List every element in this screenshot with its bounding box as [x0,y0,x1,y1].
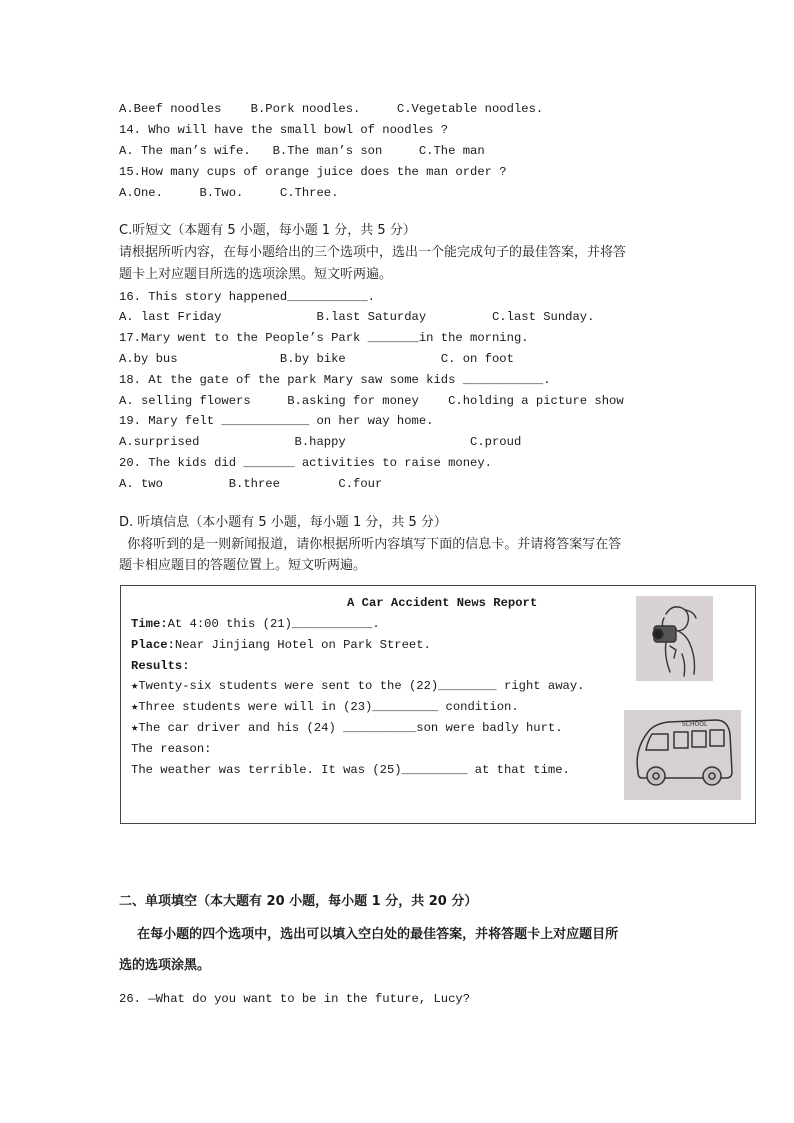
option-line: A.Beef noodles B.Pork noodles. C.Vegetable noodles. [119,102,544,116]
result-2: ★Three students were will in (23)_________ condition. [131,700,519,714]
question-16: 16. This story happened___________. [119,290,375,304]
photographer-icon [636,596,713,681]
report-place [131,637,431,653]
part-2-instruction-2: 选的选项涂黑。 [119,958,211,973]
question-15: 15.How many cups of orange juice does the man order ? [119,165,507,179]
reason-label: The reason: [131,742,212,756]
report-time [131,616,380,632]
question-18: 18. At the gate of the park Mary saw some kids ___________. [119,373,551,387]
place-label: Place: [131,638,175,652]
result-1: ★Twenty-six students were sent to the (22)________ right away. [131,679,585,693]
report-title: A Car Accident News Report [347,596,538,610]
options-19: A.surprised B.happy C.proud [119,435,522,449]
place-value: Near Jinjiang Hotel on Park Street. [174,638,431,652]
result-3: ★The car driver and his (24) __________son were badly hurt. [131,721,563,735]
options-20: A. two B.three C.four [119,477,383,491]
section-c-instruction-1: 请根据所听内容，在每小题给出的三个选项中，选出一个能完成句子的最佳答案，并将答 [119,245,627,260]
question-17: 17.Mary went to the People’s Park _______in the morning. [119,331,529,345]
section-c-instruction-2: 题卡上对应题目所选的选项涂黑。短文听两遍。 [119,267,393,282]
time-label: Time: [131,617,168,631]
section-d-heading: D. 听填信息（本小题有 5 小题，每小题 1 分，共 5 分） [119,515,447,530]
options-16: A. last Friday B.last Saturday C.last Sunday. [119,310,595,324]
options-18: A. selling flowers B.asking for money C.holding a picture show [119,394,624,408]
question-20: 20. The kids did _______ activities to raise money. [119,456,492,470]
options-15: A.One. B.Two. C.Three. [119,186,339,200]
question-26: 26. —What do you want to be in the future, Lucy? [119,992,471,1006]
section-d-instruction-1: 你将听到的是一则新闻报道，请你根据所听内容填写下面的信息卡。并请将答案写在答 [119,537,622,552]
section-c-heading: C.听短文（本题有 5 小题，每小题 1 分，共 5 分） [119,223,416,238]
part-2-heading: 二、单项填空（本大题有 20 小题，每小题 1 分，共 20 分） [119,894,478,909]
school-bus-icon [624,710,741,800]
bus-sign: SCHOOL [682,721,708,728]
section-d-instruction-2: 题卡相应题目的答题位置上。短文听两遍。 [119,558,367,573]
reason-value: The weather was terrible. It was (25)_________ at that time. [131,763,570,777]
time-value: At 4:00 this (21)___________. [167,617,380,631]
results-label: Results: [131,659,190,673]
question-19: 19. Mary felt ____________ on her way home. [119,414,434,428]
options-17: A.by bus B.by bike C. on foot [119,352,514,366]
question-14: 14. Who will have the small bowl of noodles ? [119,123,449,137]
part-2-instruction-1: 在每小题的四个选项中，选出可以填入空白处的最佳答案，并将答题卡上对应题目所 [119,927,619,942]
options-14: A. The man’s wife. B.The man’s son C.The man [119,144,485,158]
